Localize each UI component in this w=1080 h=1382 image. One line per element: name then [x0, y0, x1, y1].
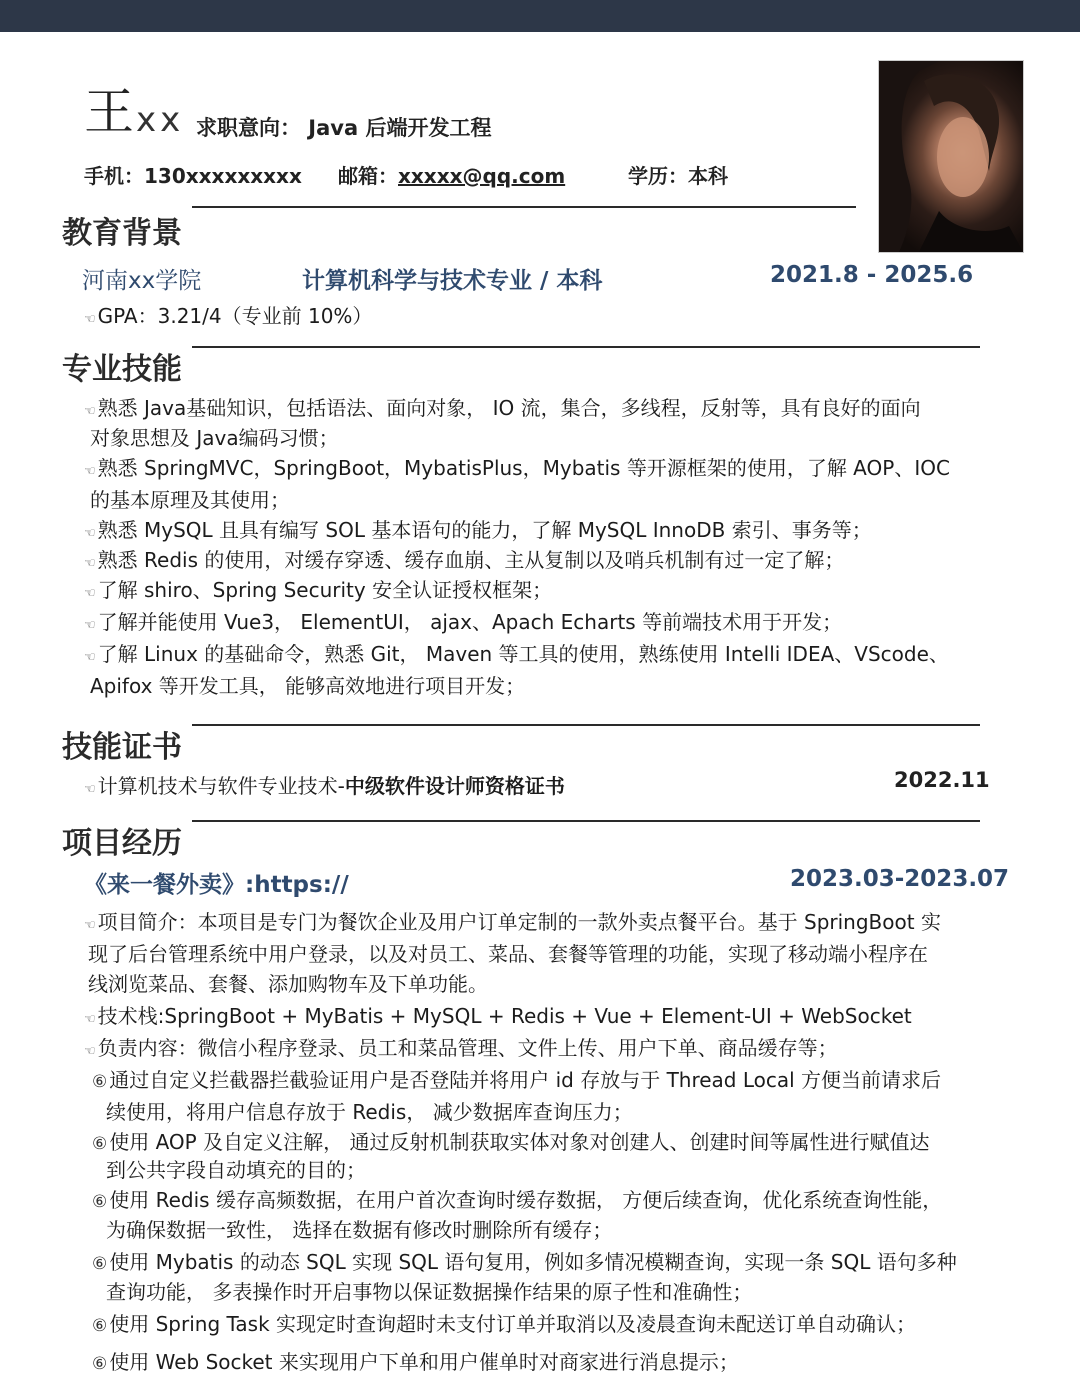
section-title-certs: 技能证书: [62, 730, 182, 765]
hand-icon: ☜: [84, 526, 96, 541]
gpa-line: ☜ GPA：3.21/4（专业前 10%）: [84, 304, 373, 328]
hand-icon: ☜: [84, 586, 96, 601]
hand-icon: ☜: [84, 618, 96, 633]
circle-bullet-icon: ⑥: [92, 1316, 108, 1336]
hand-icon: ☜: [84, 1012, 96, 1027]
section-title-education: 教育背景: [62, 216, 182, 251]
divider: [192, 346, 980, 348]
hand-icon: ☜: [84, 404, 96, 419]
project-detail-line: ⑥ 使用 AOP 及自定义注解， 通过反射机制获取实体对象对创建人、创建时间等属性进行赋值达: [92, 1130, 930, 1154]
circle-bullet-icon: ⑥: [92, 1254, 108, 1274]
cert-line: ☜ 计算机技术与软件专业技术-中级软件设计师资格证书: [84, 774, 565, 798]
divider: [192, 724, 980, 726]
project-line: 线浏览菜品、套餐、添加购物车及下单功能。: [88, 972, 488, 996]
section-title-skills: 专业技能: [62, 352, 182, 387]
project-line: ☜ 项目简介：本项目是专门为餐饮企业及用户订单定制的一款外卖点餐平台。基于 SpringBoot 实: [84, 910, 941, 934]
project-detail-line: ⑥ 使用 Redis 缓存高频数据，在用户首次查询时缓存数据， 方便后续查询，优化系统查询性能，: [92, 1188, 943, 1212]
project-detail-line: 查询功能， 多表操作时开启事物以保证数据操作结果的原子性和准确性；: [106, 1280, 753, 1304]
hand-icon: ☜: [84, 1044, 96, 1059]
skill-line: ☜ 熟悉 Redis 的使用，对缓存穿透、缓存血崩、主从复制以及哨兵机制有过一定了解；: [84, 548, 845, 572]
project-line: ☜ 技术栈:SpringBoot + MyBatis + MySQL + Redis + Vue + Element-UI + WebSocket: [84, 1004, 912, 1028]
hand-icon: ☜: [84, 782, 96, 797]
degree: 学历：本科: [628, 164, 728, 188]
name-suffix: xx: [136, 100, 185, 140]
edu-school: 河南xx学院: [82, 268, 202, 294]
skill-line: ☜ 熟悉 SpringMVC，SpringBoot，MybatisPlus，Mybatis 等开源框架的使用，了解 AOP、IOC: [84, 456, 950, 480]
hand-icon: ☜: [84, 312, 96, 327]
project-detail-line: 为确保数据一致性， 选择在数据有修改时删除所有缓存；: [106, 1218, 613, 1242]
skill-line: 的基本原理及其使用；: [90, 488, 290, 512]
email: [338, 160, 565, 189]
job-intent: 求职意向： Java 后端开发工程: [196, 116, 492, 140]
hand-icon: ☜: [84, 918, 96, 933]
skill-line: 对象思想及 Java编码习惯；: [90, 426, 339, 450]
project-title[interactable]: 《来一餐外卖》:https://: [84, 872, 349, 898]
project-detail-line: 到公共字段自动填充的目的；: [106, 1158, 366, 1182]
hand-icon: ☜: [84, 556, 96, 571]
project-detail-line: ⑥ 使用 Web Socket 来实现用户下单和用户催单时对商家进行消息提示；: [92, 1350, 739, 1374]
project-detail-line: ⑥ 通过自定义拦截器拦截验证用户是否登陆并将用户 id 存放与于 Thread Local 方便当前请求后: [92, 1068, 942, 1092]
top-banner: [0, 0, 1080, 32]
project-dates: 2023.03-2023.07: [790, 866, 1010, 892]
skill-line: ☜ 了解 Linux 的基础命令，熟悉 Git， Maven 等工具的使用，熟练使用 Intelli IDEA、VScode、: [84, 642, 949, 666]
hand-icon: ☜: [84, 464, 96, 479]
skill-line: Apifox 等开发工具， 能够高效地进行项目开发；: [90, 674, 526, 698]
divider: [192, 206, 856, 208]
project-detail-line: 续使用，将用户信息存放于 Redis， 减少数据库查询压力；: [106, 1100, 633, 1124]
circle-bullet-icon: ⑥: [92, 1354, 108, 1374]
project-line: 现了后台管理系统中用户登录，以及对员工、菜品、套餐等管理的功能，实现了移动端小程序在: [88, 942, 928, 966]
circle-bullet-icon: ⑥: [92, 1192, 108, 1212]
circle-bullet-icon: ⑥: [92, 1134, 108, 1154]
phone: 手机：130xxxxxxxxx: [84, 164, 302, 188]
project-line: ☜ 负责内容：微信小程序登录、员工和菜品管理、文件上传、用户下单、商品缓存等；: [84, 1036, 838, 1060]
skill-line: ☜ 了解 shiro、Spring Security 安全认证授权框架；: [84, 578, 553, 602]
name-char: 王: [84, 83, 134, 141]
divider: [192, 820, 980, 822]
skill-line: ☜ 熟悉 MySQL 且具有编写 SOL 基本语句的能力，了解 MySQL InnoDB 索引、事务等；: [84, 518, 872, 542]
hand-icon: ☜: [84, 650, 96, 665]
email-label: 邮箱：: [338, 164, 398, 188]
skill-line: ☜ 了解并能使用 Vue3， ElementUI， ajax、Apach Echarts 等前端技术用于开发；: [84, 610, 843, 634]
edu-dates: 2021.8 - 2025.6: [770, 262, 974, 288]
skill-line: ☜ 熟悉 Java基础知识，包括语法、面向对象， IO 流，集合，多线程，反射等，具有良好的面向: [84, 396, 921, 420]
cert-date: 2022.11: [894, 768, 990, 792]
project-detail-line: ⑥ 使用 Spring Task 实现定时查询超时未支付订单并取消以及凌晨查询未配送订单自动确认；: [92, 1312, 917, 1336]
project-detail-line: ⑥ 使用 Mybatis 的动态 SQL 实现 SQL 语句复用，例如多情况模糊查询，实现一条 SQL 语句多种: [92, 1250, 957, 1274]
circle-bullet-icon: ⑥: [92, 1072, 108, 1092]
edu-major: 计算机科学与技术专业 / 本科: [302, 268, 603, 294]
email-value[interactable]: xxxxx@qq.com: [398, 164, 566, 188]
profile-photo: [878, 60, 1024, 253]
section-title-projects: 项目经历: [62, 826, 182, 861]
cert-name: 中级软件设计师资格证书: [344, 774, 565, 798]
